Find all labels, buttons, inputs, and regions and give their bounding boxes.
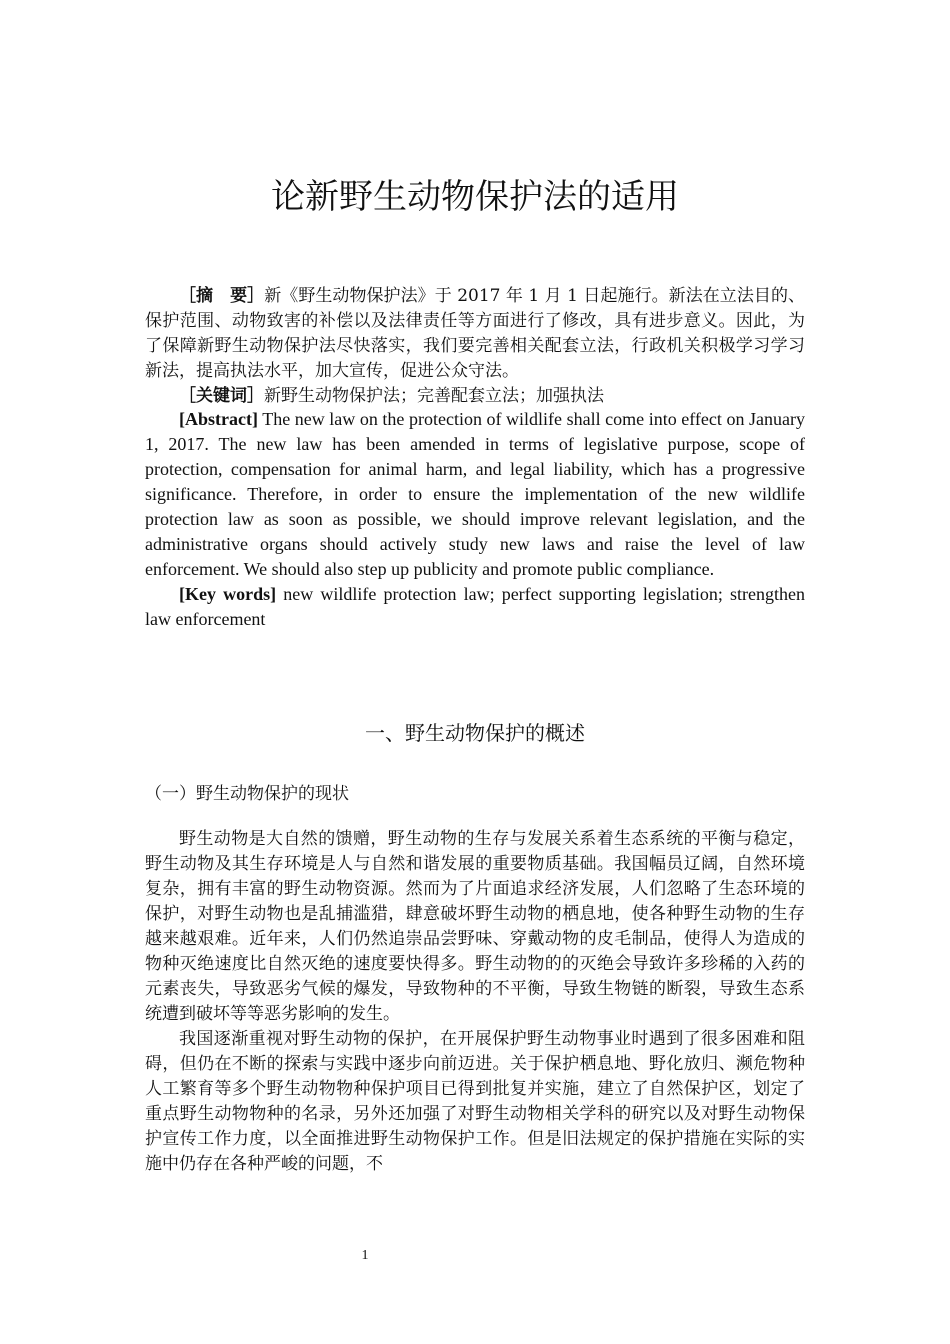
abstract-zh	[145, 284, 805, 384]
keywords-en-label: [Key words]	[179, 584, 277, 604]
keywords-zh-text: 新野生动物保护法；完善配套立法；加强执法	[264, 386, 604, 406]
paragraph: 野生动物是大自然的馈赠，野生动物的生存与发展关系着生态系统的平衡与稳定，野生动物及其生存环境是人与自然和谐发展的重要物质基础。我国幅员辽阔，自然环境复杂，拥有丰富的野生动物资源。然而为了片面追求经济发展，人们忽略了生态环境的保护，对野生动物也是乱捕滥猎，肆意破坏野生动物的栖息地，使各种野生动物的生存越来越艰难。近年来，人们仍然追崇品尝野味、穿戴动物的皮毛制品，使得人为造成的物种灭绝速度比自然灭绝的速度要快得多。野生动物的的灭绝会导致许多珍稀的入药的元素丧失，导致恶劣气候的爆发，导致物种的不平衡，导致生物链的断裂，导致生态系统遭到破坏等等恶劣影响的发生。	[145, 829, 805, 1024]
abstract-zh-text: 新《野生动物保护法》于 2017 年 1 月 1 日起施行。新法在立法目的、保护范围、动物致害的补偿以及法律责任等方面进行了修改，具有进步意义。因此，为了保障新野生动物保护法尽快落实，我们要完善相关配套立法，行政机关积极学习学习新法，提高执法水平，加大宣传，促进公众守法。	[145, 286, 805, 381]
subsection-heading: （一）野生动物保护的现状	[145, 784, 349, 804]
abstract-zh-label: ［摘 要］	[179, 286, 265, 306]
abstract-en	[145, 407, 805, 582]
keywords-en-text: new wildlife protection law; perfect supporting legislation; strengthen law enforcement	[145, 584, 806, 629]
abstract-en-text: The new law on the protection of wildlife shall come into effect on January 1, 2017. The new law has been amended in terms of legislative purpose, scope of protection, compensation for animal harm, and legal liability, which has a progressive significance. Therefore, in order to ensure the implementation of the new wildlife protection law as soon as possible, we should improve relevant legislation, and the administrative organs should actively study new laws and raise the level of law enforcement. We should also step up publicity and promote public compliance.	[145, 409, 805, 579]
keywords-zh-label: ［关键词］	[179, 386, 264, 406]
paragraph: 我国逐渐重视对野生动物的保护，在开展保护野生动物事业时遇到了很多困难和阻碍，但仍在不断的探索与实践中逐步向前迈进。关于保护栖息地、野化放归、濒危物种人工繁育等多个野生动物物种保护项目已得到批复并实施，建立了自然保护区，划定了重点野生动物物种的名录，另外还加强了对野生动物相关学科的研究以及对野生动物保护宣传工作力度，以全面推进野生动物保护工作。但是旧法规定的保护措施在实际的实施中仍存在各种严峻的问题，不	[145, 1029, 805, 1174]
abstract-en-label: [Abstract]	[179, 409, 258, 429]
keywords-zh	[145, 384, 805, 409]
page-number: 1	[361, 1248, 369, 1263]
paper-title: 论新野生动物保护法的适用	[271, 177, 679, 217]
body-text	[145, 827, 805, 1177]
keywords-en	[145, 582, 805, 632]
section-heading: 一、野生动物保护的概述	[365, 721, 585, 745]
